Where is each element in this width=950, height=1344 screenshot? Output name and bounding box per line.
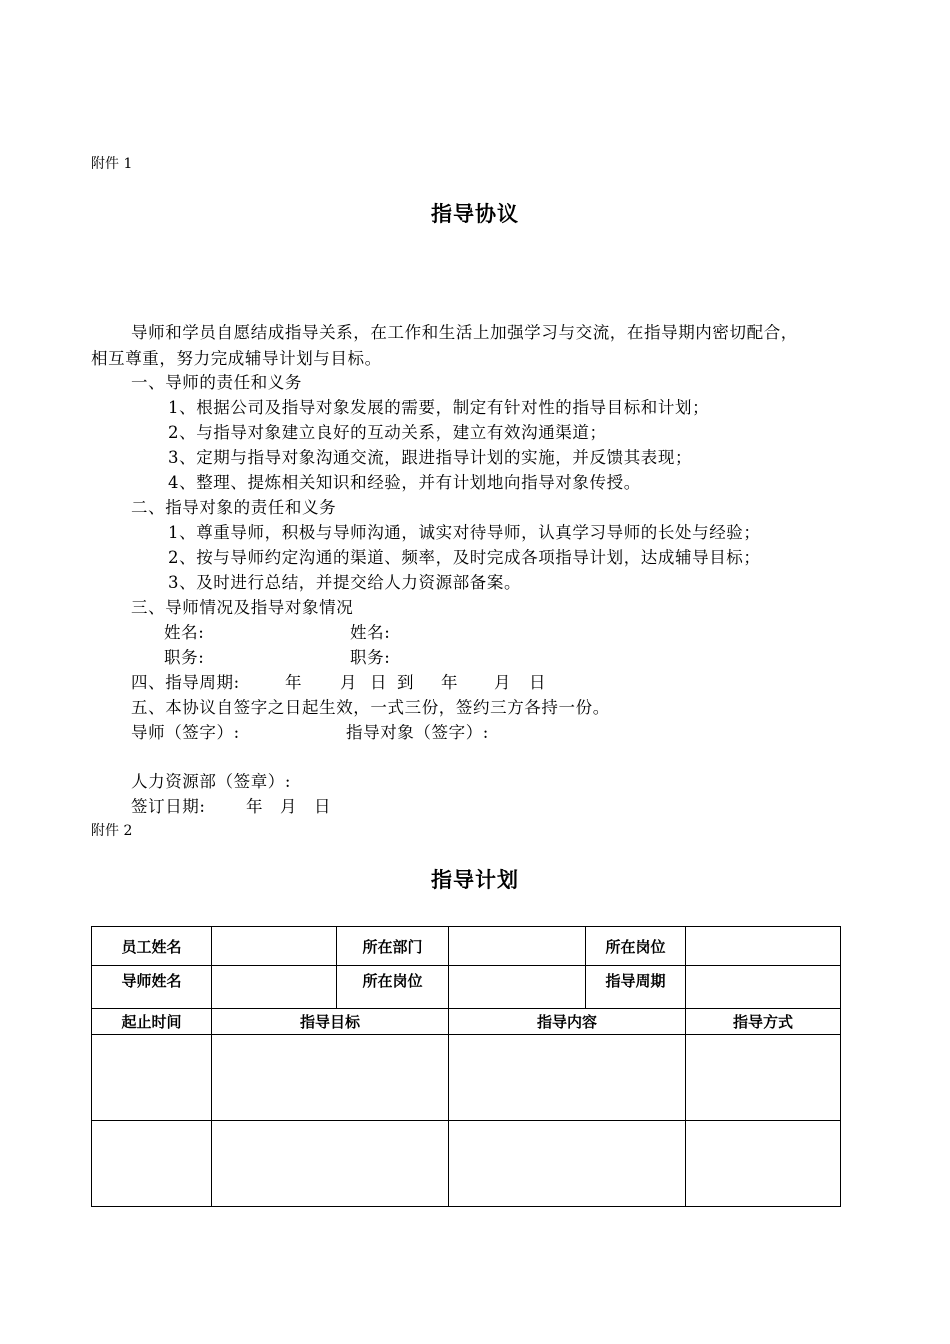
- table-row: [92, 1035, 841, 1121]
- period-start-day: 日: [370, 673, 388, 692]
- col-header-method: 指导方式: [686, 1009, 841, 1035]
- section1-item-3: 3、定期与指导对象沟通交流，跟进指导计划的实施，并反馈其表现；: [168, 448, 693, 467]
- position-label: 所在岗位: [586, 927, 686, 966]
- mentor-position-cell[interactable]: [449, 966, 586, 1009]
- section2-item-1: 1、尊重导师，积极与导师沟通，诚实对待导师，认真学习导师的长处与经验；: [168, 523, 761, 542]
- section1-item-2: 2、与指导对象建立良好的互动关系，建立有效沟通渠道；: [168, 423, 607, 442]
- section1-item-1: 1、根据公司及指导对象发展的需要，制定有针对性的指导目标和计划；: [168, 398, 710, 417]
- employee-name-cell[interactable]: [212, 927, 337, 966]
- plan-time-cell[interactable]: [92, 1121, 212, 1207]
- annex2-label: 附件 2: [91, 823, 133, 839]
- mentee-signature-label: 指导对象（签字）:: [346, 723, 489, 742]
- mentor-name-label: 姓名:: [164, 623, 205, 642]
- mentor-name-cell[interactable]: [212, 966, 337, 1009]
- department-label: 所在部门: [337, 927, 449, 966]
- mentee-name-label: 姓名:: [350, 623, 391, 642]
- mentee-title-label: 职务:: [350, 648, 391, 667]
- mentor-signature-label: 导师（签字）:: [131, 723, 240, 742]
- intro-paragraph-line2: 相互尊重，努力完成辅导计划与目标。: [91, 349, 382, 368]
- plan-method-cell[interactable]: [686, 1035, 841, 1121]
- period-end-year: 年: [441, 673, 459, 692]
- period-start-year: 年: [285, 673, 303, 692]
- plan-method-cell[interactable]: [686, 1121, 841, 1207]
- col-header-goal: 指导目标: [212, 1009, 449, 1035]
- annex1-label: 附件 1: [91, 156, 133, 172]
- sign-date-month: 月: [280, 797, 298, 816]
- mentoring-period-label: 指导周期: [586, 966, 686, 1009]
- plan-goal-cell[interactable]: [212, 1035, 449, 1121]
- section1-item-4: 4、整理、提炼相关知识和经验，并有计划地向指导对象传授。: [168, 473, 641, 492]
- sign-date-day: 日: [314, 797, 332, 816]
- period-end-month: 月: [494, 673, 512, 692]
- section1-heading: 一、导师的责任和义务: [131, 373, 302, 392]
- plan-goal-cell[interactable]: [212, 1121, 449, 1207]
- table-header-row: [92, 1009, 841, 1035]
- position-cell[interactable]: [686, 927, 841, 966]
- period-to: 到: [397, 673, 415, 692]
- table-row: [92, 966, 841, 1009]
- employee-name-label: 员工姓名: [92, 927, 212, 966]
- table-row: [92, 1121, 841, 1207]
- sign-date-label: 签订日期:: [131, 797, 206, 816]
- plan-content-cell[interactable]: [449, 1121, 686, 1207]
- hr-seal-label: 人力资源部（签章）:: [131, 772, 292, 791]
- col-header-content: 指导内容: [449, 1009, 686, 1035]
- col-header-time: 起止时间: [92, 1009, 212, 1035]
- section2-heading: 二、指导对象的责任和义务: [131, 498, 337, 517]
- period-start-month: 月: [340, 673, 358, 692]
- department-cell[interactable]: [449, 927, 586, 966]
- intro-paragraph-line1: 导师和学员自愿结成指导关系，在工作和生活上加强学习与交流，在指导期内密切配合，: [131, 323, 798, 342]
- section3-heading: 三、导师情况及指导对象情况: [131, 598, 354, 617]
- mentoring-period-cell[interactable]: [686, 966, 841, 1009]
- section2-item-2: 2、按与导师约定沟通的渠道、频率，及时完成各项指导计划，达成辅导目标；: [168, 548, 761, 567]
- agreement-title: 指导协议: [431, 202, 519, 226]
- table-row: [92, 927, 841, 966]
- section5-text: 五、本协议自签字之日起生效，一式三份，签约三方各持一份。: [131, 698, 610, 717]
- sign-date-year: 年: [246, 797, 264, 816]
- mentoring-plan-table: [91, 926, 841, 1207]
- plan-title: 指导计划: [431, 868, 519, 892]
- mentor-name-label: 导师姓名: [92, 966, 212, 1009]
- plan-time-cell[interactable]: [92, 1035, 212, 1121]
- mentor-position-label: 所在岗位: [337, 966, 449, 1009]
- mentor-title-label: 职务:: [164, 648, 205, 667]
- plan-content-cell[interactable]: [449, 1035, 686, 1121]
- period-end-day: 日: [529, 673, 547, 692]
- section4-label: 四、指导周期:: [131, 673, 240, 692]
- section2-item-3: 3、及时进行总结，并提交给人力资源部备案。: [168, 573, 522, 592]
